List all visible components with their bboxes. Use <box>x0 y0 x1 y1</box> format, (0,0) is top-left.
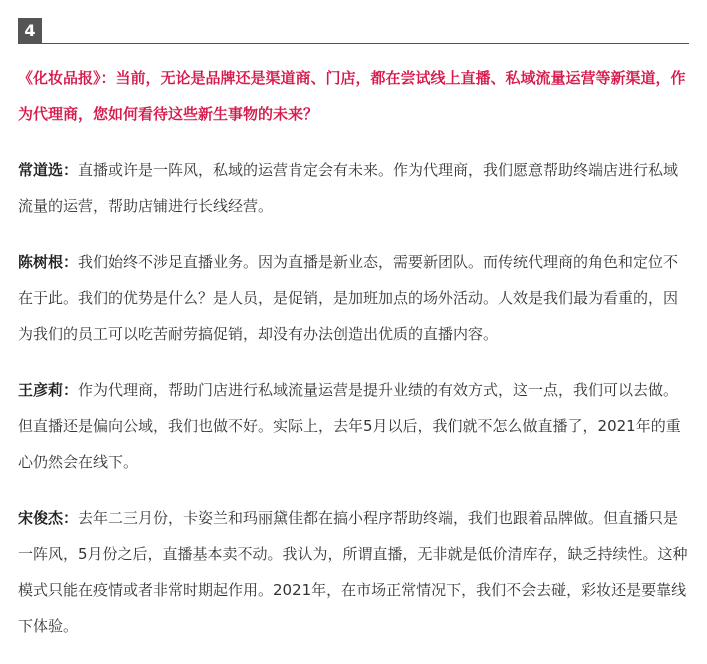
speaker-colon: ： <box>63 253 79 271</box>
answer-paragraph <box>18 152 690 224</box>
answer-text: 去年二三月份，卡姿兰和玛丽黛佳都在搞小程序帮助终端，我们也跟着品牌做。但直播只是一阵风，5月份之后，直播基本卖不动。我认为，所谓直播，无非就是低价清库存，缺乏持续性。这种模式只能在疫情或者非常时期起作用。2021年，在市场正常情况下，我们不会去碰，彩妆还是要靠线下体验。 <box>18 509 688 635</box>
section-divider <box>42 43 689 44</box>
speaker-name: 陈树根 <box>18 253 64 271</box>
speaker-colon: ： <box>63 509 79 527</box>
section-header <box>18 18 689 44</box>
answer-text: 直播或许是一阵风，私域的运营肯定会有未来。作为代理商，我们愿意帮助终端店进行私域流量的运营，帮助店铺进行长线经营。 <box>18 161 679 215</box>
speaker-name: 宋俊杰 <box>18 509 64 527</box>
speaker-colon: ： <box>63 381 79 399</box>
interview-question: 《化妆品报》：当前，无论是品牌还是渠道商、门店，都在尝试线上直播、私域流量运营等新渠道，作为代理商，您如何看待这些新生事物的未来？ <box>18 69 686 123</box>
speaker-colon: ： <box>63 161 79 179</box>
article-content <box>18 60 690 664</box>
answer-text: 作为代理商，帮助门店进行私域流量运营是提升业绩的有效方式，这一点，我们可以去做。但直播还是偏向公域，我们也做不好。实际上，去年5月以后，我们就不怎么做直播了，2021年的重心仍然会在线下。 <box>18 381 681 471</box>
speaker-name: 常道选 <box>18 161 64 179</box>
answer-paragraph <box>18 500 690 644</box>
answer-paragraph <box>18 372 690 480</box>
section-number-badge: 4 <box>18 18 42 44</box>
answer-text: 我们始终不涉足直播业务。因为直播是新业态，需要新团队。而传统代理商的角色和定位不在于此。我们的优势是什么？是人员，是促销，是加班加点的场外活动。人效是我们最为看重的，因为我们的员工可以吃苦耐劳搞促销，却没有办法创造出优质的直播内容。 <box>18 253 679 343</box>
speaker-name: 王彦莉 <box>18 381 64 399</box>
answer-paragraph <box>18 244 690 352</box>
